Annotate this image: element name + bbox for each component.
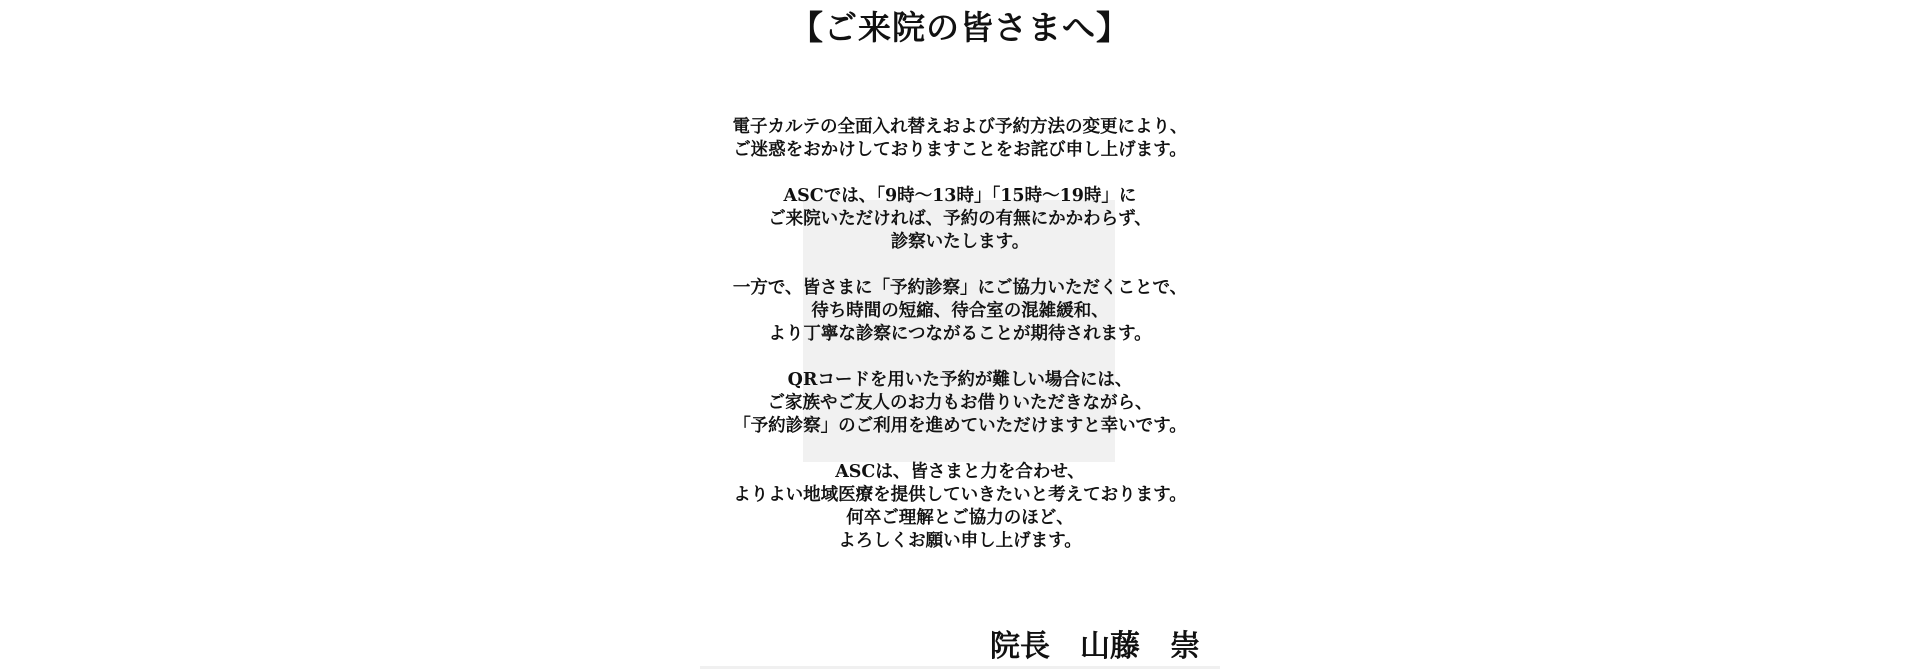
text-line: 「予約診察」のご利用を進めていただけますと幸いです。 <box>733 416 1187 436</box>
text-line: より丁寧な診察につながることが期待されます。 <box>768 324 1152 344</box>
director-signature: 院長 山藤 崇 <box>990 629 1200 664</box>
text-line: 電子カルテの全面入れ替えおよび予約方法の変更により、 <box>732 117 1188 137</box>
paragraph-closing <box>700 461 1220 553</box>
text-line: よろしくお願い申し上げます。 <box>838 531 1082 551</box>
text-line: ご家族やご友人のお力もお借りいただきながら、 <box>767 393 1153 413</box>
paragraph-reservation-benefits <box>700 277 1220 346</box>
text-line: ASCは、皆さまと力を合わせ、 <box>835 462 1085 482</box>
bottom-divider <box>700 666 1220 669</box>
paragraph-hours <box>700 185 1220 254</box>
text-line: QRコードを用いた予約が難しい場合には、 <box>787 370 1133 390</box>
notice-body <box>700 116 1220 576</box>
text-line: ご迷惑をおかけしておりますことをお詫び申し上げます。 <box>733 140 1187 160</box>
text-line: ASCでは、「9時～13時」「15時～19時」に <box>783 186 1137 206</box>
text-line: 診察いたします。 <box>890 232 1030 252</box>
paragraph-apology <box>700 116 1220 162</box>
text-line: 一方で、皆さまに「予約診察」にご協力いただくことで、 <box>732 278 1188 298</box>
text-line: 待ち時間の短縮、待合室の混雑緩和、 <box>811 301 1109 321</box>
text-line: ご来院いただければ、予約の有無にかかわらず、 <box>768 209 1152 229</box>
notice-title: 【ご来院の皆さまへ】 <box>790 8 1130 47</box>
text-line: よりよい地域医療を提供していきたいと考えております。 <box>733 485 1187 505</box>
paragraph-qr-help <box>700 369 1220 438</box>
text-line: 何卒ご理解とご協力のほど、 <box>846 508 1074 528</box>
